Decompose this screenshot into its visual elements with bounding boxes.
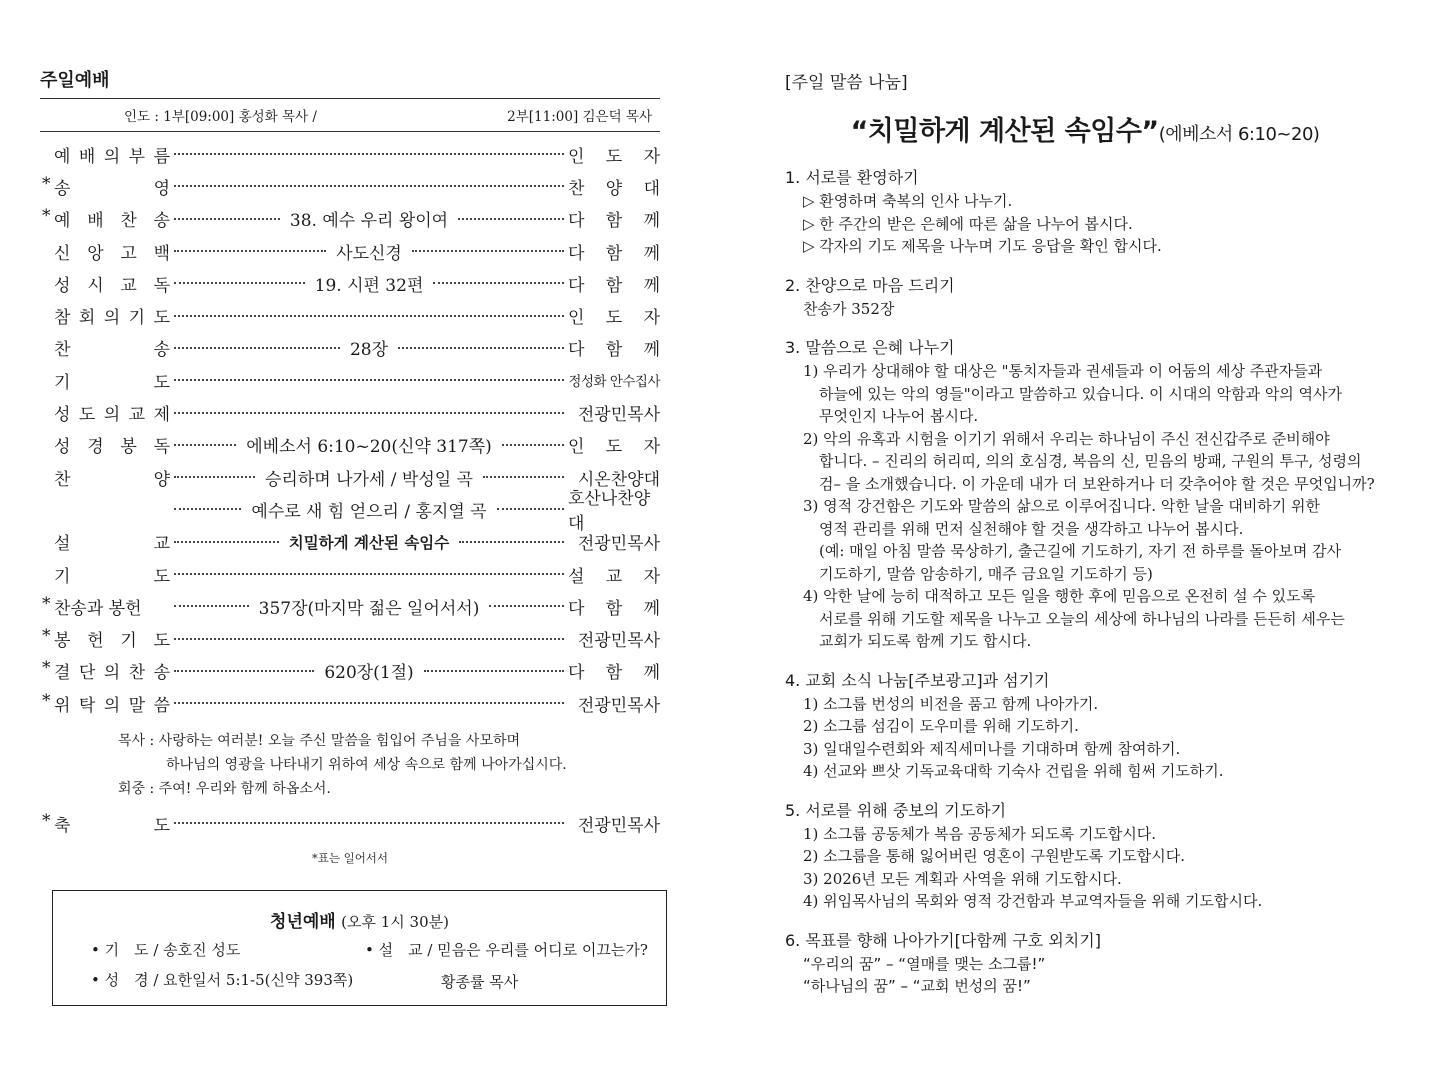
sharing-header: [주일 말씀 나눔] xyxy=(785,73,908,93)
service-item-label: 기 도 xyxy=(54,372,170,393)
service-item-row xyxy=(40,489,660,535)
service-item-row xyxy=(40,138,660,170)
order-of-service xyxy=(40,138,660,719)
service-item-row xyxy=(40,267,660,299)
service-item-label: 성 시 교 독 xyxy=(54,275,170,296)
service-item-label: * 결 단 의 찬 송 xyxy=(42,658,170,684)
section-item: 3) 일대일수련회와 제직세미나를 기대하며 함께 참여하기. xyxy=(803,739,1181,758)
section-item: “하나님의 꿈” – “교회 번성의 꿈!” xyxy=(803,977,1031,995)
section-heading: 6. 목표를 향해 나아가기[다함께 구호 외치기] xyxy=(785,930,1101,950)
worship-order-panel xyxy=(40,66,660,866)
service-item-label: 예 배 의 부 름 xyxy=(54,146,170,167)
section-heading: 4. 교회 소식 나눔[주보광고]과 섬기기 xyxy=(785,670,1050,690)
service-item-leader: 설 교 자 xyxy=(568,566,660,587)
service-item-leader: 정성화 안수집사 xyxy=(568,374,660,391)
worship-leaders xyxy=(40,99,660,132)
service-item-detail: 승리하며 나가세 / 박성일 곡 xyxy=(265,469,473,490)
section-item: 1) 소그룹 공동체가 복음 공동체가 되도록 기도합시다. xyxy=(803,824,1157,843)
sermon-reference: (에베소서 6:10~20) xyxy=(1158,124,1320,145)
service-item-leader: 전광민목사 xyxy=(577,631,660,652)
service-item-label: 찬 송 xyxy=(54,340,170,361)
section-item: 1) 소그룹 번성의 비전을 품고 함께 나아가기. xyxy=(803,694,1099,713)
youth-scripture: • 성 경 / 요한일서 5:1-5(신약 393쪽) xyxy=(91,971,354,989)
section-item: 2) 소그룹 섬김이 도우미를 위해 기도하기. xyxy=(803,717,1079,735)
section-item: 1) 우리가 상대해야 할 대상은 "통치자들과 권세들과 이 어둠의 세상 주관자들과 xyxy=(803,362,1323,380)
service-item-leader: 다 함 께 xyxy=(568,243,660,264)
service-item-leader: 전광민목사 xyxy=(577,405,660,426)
section-item: 3) 영적 강건함은 기도와 말씀의 삶으로 이루어집니다. 악한 날을 대비하기 위한 xyxy=(803,497,1321,515)
service-item-leader: 시온찬양대 xyxy=(577,469,660,490)
youth-sermon: • 설 교 / 믿음은 우리를 어디로 이끄는가? xyxy=(365,941,648,959)
section-item: 3) 2026년 모든 계획과 사역을 위해 기도합시다. xyxy=(803,869,1122,888)
service-item-detail: 620장(1절) xyxy=(324,663,414,684)
section-item: 4) 선교와 쁘삿 기독교육대학 기숙사 건립을 위해 힘써 기도하기. xyxy=(803,762,1224,780)
responsive-reading xyxy=(118,729,660,801)
service-item-label: * 찬송과 봉헌 xyxy=(42,593,142,619)
section-item: 검– 을 소개했습니다. 이 가운데 내가 더 보완하거나 더 갖추어야 할 것은 무엇입니까? xyxy=(819,474,1375,493)
section-item: 합니다. – 진리의 허리띠, 의의 호심경, 복음의 신, 믿음의 방패, 구원의 투구, 성령의 xyxy=(819,452,1362,470)
service-item-row xyxy=(40,429,660,461)
sharing-section xyxy=(785,166,1385,258)
service-item-row xyxy=(40,299,660,331)
youth-service-box xyxy=(52,890,667,1006)
sharing-section xyxy=(785,669,1385,783)
service-item-label: * 송 영 xyxy=(42,173,170,199)
service-item-row xyxy=(40,235,660,267)
service-item-leader: 찬 양 대 xyxy=(568,178,660,199)
section-item: 무엇인지 나누어 봅시다. xyxy=(819,407,979,425)
service-item-detail: 치밀하게 계산된 속임수 xyxy=(288,533,450,552)
service-item-label: 성 도 의 교 제 xyxy=(54,405,170,426)
section-item: 기도하기, 말씀 암송하기, 매주 금요일 기도하기 등) xyxy=(819,564,1153,583)
service-item-leader: 인 도 자 xyxy=(568,146,660,167)
service-item-detail: 사도신경 xyxy=(336,243,402,264)
service-item-row xyxy=(40,332,660,364)
service-item-row xyxy=(40,558,660,590)
service-item-row xyxy=(40,170,660,202)
sharing-section xyxy=(785,799,1385,913)
section-heading: 1. 서로를 환영하기 xyxy=(785,168,919,187)
pastor-line-cont: 하나님의 영광을 나타내기 위하여 세상 속으로 함께 나아가십시다. xyxy=(166,757,567,774)
section-item: 4) 위임목사님의 목회와 영적 강건함과 부교역자들을 위해 기도합시다. xyxy=(803,892,1263,910)
service-item-row xyxy=(40,622,660,654)
section-item: 하늘에 있는 악의 영들"이라고 말씀하고 있습니다. 이 시대의 악함과 악의 역사가 xyxy=(819,384,1343,403)
youth-preacher: 황종률 목사 xyxy=(441,973,519,991)
service-item-detail: 28장 xyxy=(349,340,389,361)
service-item-detail: 19. 시편 32편 xyxy=(314,275,424,296)
service-item-label: * 예 배 찬 송 xyxy=(42,206,170,232)
service-item-row xyxy=(40,203,660,235)
section-item: 서로를 위해 기도할 제목을 나누고 오늘의 세상에 하나님의 나라를 든든히 세우는 xyxy=(819,609,1345,628)
worship-title: 주일예배 xyxy=(40,66,660,99)
section-heading: 2. 찬양으로 마음 드리기 xyxy=(785,275,955,295)
standing-note: *표는 일어서서 xyxy=(311,850,389,865)
section-item: 교회가 되도록 함께 기도 합시다. xyxy=(819,632,1032,650)
service-item-row xyxy=(40,461,660,493)
service-item-label: 성 경 봉 독 xyxy=(54,437,170,458)
sharing-section xyxy=(785,929,1385,998)
service-item-leader: 다 함 께 xyxy=(568,598,660,619)
section-item: “우리의 꿈” – “열매를 맺는 소그룹!” xyxy=(803,954,1046,973)
section-item: (예: 매일 아침 말씀 묵상하기, 출근길에 기도하기, 자기 전 하루를 돌아보며 감사 xyxy=(819,542,1342,560)
section-item: ▷ 각자의 기도 제목을 나누며 기도 응답을 확인 합시다. xyxy=(803,237,1162,255)
sermon-sharing-panel xyxy=(785,68,1385,998)
sharing-section xyxy=(785,336,1385,653)
pastor-line: 목사 : 사랑하는 여러분! 오늘 주신 말씀을 힘입어 주님을 사모하며 xyxy=(118,733,521,750)
service-item-detail: 357장(마지막 젊은 일어서서) xyxy=(258,598,480,619)
service-item-label: 기 도 xyxy=(54,566,170,587)
section-item: ▷ 환영하며 축복의 인사 나누기. xyxy=(803,192,1013,210)
leader-first-service: 인도 : 1부[09:00] 홍성화 목사 / xyxy=(124,109,317,125)
sermon-title: “치밀하게 계산된 속임수”(에베소서 6:10~20) xyxy=(850,116,1320,147)
service-item-label: 신 앙 고 백 xyxy=(54,243,170,264)
section-heading: 3. 말씀으로 은혜 나누기 xyxy=(785,338,955,357)
service-item-leader: 전광민목사 xyxy=(577,815,660,836)
service-item-label: 참 회 의 기 도 xyxy=(54,308,170,329)
section-item: 영적 관리를 위해 먼저 실천해야 할 것을 생각하고 나누어 봅시다. xyxy=(819,519,1244,538)
service-item-leader: 다 함 께 xyxy=(568,663,660,684)
youth-title: 청년예배 (오후 1시 30분) xyxy=(270,912,449,932)
service-item-label: 설 교 xyxy=(54,534,170,555)
service-item-row xyxy=(40,396,660,428)
service-item-row xyxy=(40,590,660,622)
section-item: 4) 악한 날에 능히 대적하고 모든 일을 행한 후에 믿음으로 온전히 설 수 있도록 xyxy=(803,587,1316,605)
service-item-leader: 호산나찬양대 xyxy=(568,489,651,535)
service-item-row xyxy=(40,526,660,558)
service-item-detail: 예수로 새 힘 얻으리 / 홍지열 곡 xyxy=(251,501,487,522)
congregation-line: 회중 : 주여! 우리와 함께 하옵소서. xyxy=(118,781,331,798)
leader-second-service: 2부[11:00] 김은덕 목사 xyxy=(507,109,652,125)
service-item-leader: 인 도 자 xyxy=(568,437,660,458)
section-item: ▷ 한 주간의 받은 은혜에 따른 삶을 나누어 봅시다. xyxy=(803,214,1133,233)
section-item: 2) 소그룹을 통해 잃어버린 영혼이 구원받도록 기도합시다. xyxy=(803,847,1186,865)
service-item-row xyxy=(40,655,660,687)
section-heading: 5. 서로를 위해 중보의 기도하기 xyxy=(785,800,1007,820)
service-item-label: * 축 도 xyxy=(42,810,170,836)
section-item: 2) 악의 유혹과 시험을 이기기 위해서 우리는 하나님이 주신 전신갑주로 준비해야 xyxy=(803,429,1330,448)
service-item-leader: 전광민목사 xyxy=(577,534,660,555)
service-item-leader: 인 도 자 xyxy=(568,308,660,329)
service-item-label: * 위 탁 의 말 씀 xyxy=(42,690,170,716)
sharing-sections xyxy=(785,166,1385,998)
service-item-label: * 봉 헌 기 도 xyxy=(42,626,170,652)
service-item-label: 찬 양 xyxy=(54,469,170,490)
service-item-detail: 38. 예수 우리 왕이여 xyxy=(289,211,449,232)
service-item-detail: 에베소서 6:10~20(신약 317쪽) xyxy=(246,437,492,458)
service-item-leader: 전광민목사 xyxy=(577,695,660,716)
youth-prayer: • 기 도 / 송호진 성도 xyxy=(91,941,241,959)
service-item-row xyxy=(40,364,660,396)
benediction-row xyxy=(40,807,660,839)
service-item-row xyxy=(40,687,660,719)
sharing-section xyxy=(785,274,1385,321)
service-item-leader: 다 함 께 xyxy=(568,275,660,296)
section-item: 찬송가 352장 xyxy=(803,299,895,318)
service-item-leader: 다 함 께 xyxy=(568,340,660,361)
service-item-leader: 다 함 께 xyxy=(568,211,660,232)
